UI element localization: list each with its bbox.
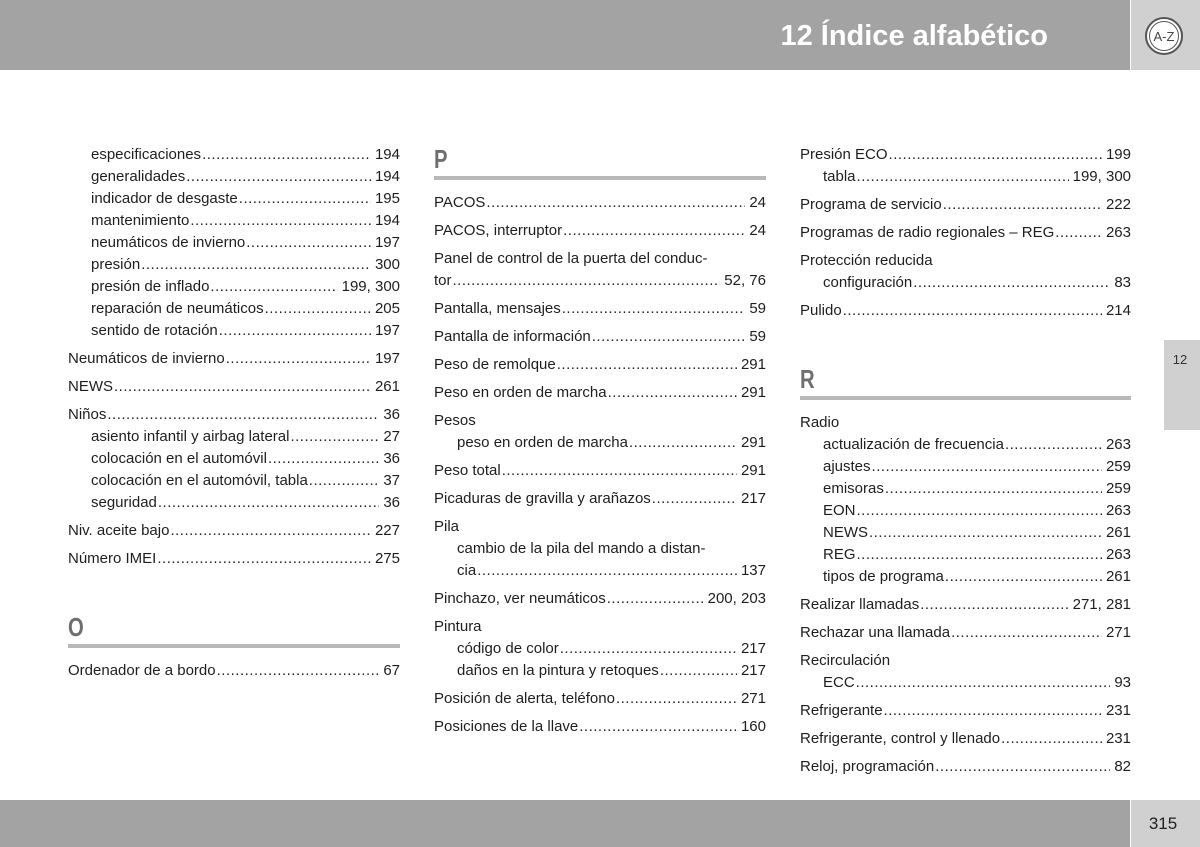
index-entry: EON ..... 263: [800, 500, 1131, 522]
entry-group: [434, 248, 766, 292]
index-entry: Pesos: [434, 412, 476, 429]
entry-group: [800, 756, 1131, 778]
chapter-side-tab: [1164, 340, 1200, 430]
entry-group: [434, 192, 766, 214]
index-entry: Pinchazo, ver neumáticos ..... 200, 203: [434, 588, 766, 610]
index-entry: ECC ..... 93: [800, 672, 1131, 694]
entry-group: [434, 616, 766, 682]
index-entry: Neumáticos de invierno ..... 197: [68, 348, 400, 370]
index-column-1: [68, 144, 400, 688]
footer-bar: [0, 800, 1130, 847]
index-entry: Programa de servicio ..... 222: [800, 194, 1131, 216]
index-entry: especificaciones ..... 194: [68, 144, 400, 166]
entry-group: [434, 516, 766, 582]
entry-group: [800, 144, 1131, 188]
index-entry: configuración ..... 83: [800, 272, 1131, 294]
letter-section-p: [434, 144, 766, 180]
index-entry: Posiciones de la llave ..... 160: [434, 716, 766, 738]
entry-group: [800, 194, 1131, 216]
index-entry: Recirculación: [800, 652, 891, 669]
index-entry: sentido de rotación ..... 197: [68, 320, 400, 342]
index-entry: Picaduras de gravilla y arañazos ..... 217: [434, 488, 766, 510]
entry-group: [434, 220, 766, 242]
entry-group: [68, 376, 400, 398]
entry-group: [434, 410, 766, 454]
entry-group: [434, 688, 766, 710]
entry-group: [434, 460, 766, 482]
section-spacer: [800, 328, 1131, 364]
index-entry: tabla ..... 199, 300: [800, 166, 1131, 188]
entry-group: [800, 622, 1131, 644]
letter-section-r: [800, 364, 1131, 400]
index-entry: PACOS, interruptor ..... 24: [434, 220, 766, 242]
index-column-2: [434, 144, 766, 744]
entry-group: [800, 594, 1131, 616]
index-entry: Radio: [800, 414, 840, 431]
index-entry: Pila: [434, 518, 460, 535]
chapter-header-bar: [0, 0, 1130, 70]
index-entry: tor ..... 52, 76: [434, 270, 766, 292]
entry-group: [800, 222, 1131, 244]
index-entry: Refrigerante, control y llenado ..... 231: [800, 728, 1131, 750]
index-entry: Pantalla, mensajes ..... 59: [434, 298, 766, 320]
index-entry: tipos de programa ..... 261: [800, 566, 1131, 588]
entry-group: [68, 548, 400, 570]
entry-group: [800, 650, 1131, 694]
index-entry: Realizar llamadas ..... 271, 281: [800, 594, 1131, 616]
index-entry: Protección reducida: [800, 252, 933, 269]
index-entry: código de color ..... 217: [434, 638, 766, 660]
index-entry: daños en la pintura y retoques ..... 217: [434, 660, 766, 682]
index-entry: REG ..... 263: [800, 544, 1131, 566]
index-entry: generalidades ..... 194: [68, 166, 400, 188]
letter-section-o: [68, 612, 400, 648]
index-entry: Niv. aceite bajo ..... 227: [68, 520, 400, 542]
side-tab-label: 12: [1172, 352, 1188, 367]
index-entry: Peso total ..... 291: [434, 460, 766, 482]
entry-group-radio: [800, 412, 1131, 588]
index-entry: mantenimiento ..... 194: [68, 210, 400, 232]
index-entry: cia ..... 137: [434, 560, 766, 582]
entry-group: [434, 488, 766, 510]
entry-group: [68, 348, 400, 370]
index-entry: Pantalla de información ..... 59: [434, 326, 766, 348]
index-entry: asiento infantil y airbag lateral ..... 27: [68, 426, 400, 448]
az-index-icon: [1144, 16, 1184, 56]
index-entry: NEWS ..... 261: [800, 522, 1131, 544]
index-entry: colocación en el automóvil ..... 36: [68, 448, 400, 470]
index-entry: presión ..... 300: [68, 254, 400, 276]
index-entry: emisoras ..... 259: [800, 478, 1131, 500]
entry-group: [68, 660, 400, 682]
index-entry: cambio de la pila del mando a distan-: [457, 540, 706, 557]
entry-group: [434, 298, 766, 320]
index-entry: NEWS ..... 261: [68, 376, 400, 398]
index-entry: Ordenador de a bordo ..... 67: [68, 660, 400, 682]
index-entry: Pulido ..... 214: [800, 300, 1131, 322]
index-entry: peso en orden de marcha ..... 291: [434, 432, 766, 454]
index-column-3: [800, 144, 1131, 784]
section-spacer: [68, 576, 400, 612]
entry-group: [434, 382, 766, 404]
index-entry: Posición de alerta, teléfono ..... 271: [434, 688, 766, 710]
index-entry: Presión ECO ..... 199: [800, 144, 1131, 166]
index-entry: Número IMEI ..... 275: [68, 548, 400, 570]
index-entry: neumáticos de invierno ..... 197: [68, 232, 400, 254]
index-entry: reparación de neumáticos ..... 205: [68, 298, 400, 320]
index-entry: actualización de frecuencia ..... 263: [800, 434, 1131, 456]
page-number: 315: [1148, 814, 1178, 833]
index-entry: Rechazar una llamada ..... 271: [800, 622, 1131, 644]
index-entry: Peso de remolque ..... 291: [434, 354, 766, 376]
entry-group: [434, 326, 766, 348]
index-entry: Panel de control de la puerta del conduc-: [434, 250, 708, 267]
index-entry: colocación en el automóvil, tabla ..... 37: [68, 470, 400, 492]
entry-group: [800, 728, 1131, 750]
index-entry: Programas de radio regionales – REG ..... 263: [800, 222, 1131, 244]
index-entry: PACOS ..... 24: [434, 192, 766, 214]
entry-group: [800, 250, 1131, 294]
entry-group-neumaticos-sub: [68, 144, 400, 342]
index-entry: Refrigerante ..... 231: [800, 700, 1131, 722]
index-entry: ajustes ..... 259: [800, 456, 1131, 478]
index-entry: Peso en orden de marcha ..... 291: [434, 382, 766, 404]
entry-group: [434, 588, 766, 610]
entry-group: [434, 716, 766, 738]
index-entry: seguridad ..... 36: [68, 492, 400, 514]
az-icon-label: A-Z: [1153, 29, 1175, 44]
index-entry: Niños ..... 36: [68, 404, 400, 426]
entry-group: [800, 300, 1131, 322]
index-entry: Pintura: [434, 618, 482, 635]
index-entry: indicador de desgaste ..... 195: [68, 188, 400, 210]
page-number-box: [1131, 800, 1200, 847]
letter-heading-r: R: [800, 364, 815, 394]
chapter-title: 12 Índice alfabético: [780, 20, 1048, 52]
entry-group-ninos: [68, 404, 400, 514]
letter-heading-o: O: [68, 612, 84, 642]
letter-heading-p: P: [434, 144, 448, 174]
entry-group: [800, 700, 1131, 722]
index-entry: presión de inflado ..... 199, 300: [68, 276, 400, 298]
entry-group: [434, 354, 766, 376]
entry-group: [68, 520, 400, 542]
index-entry: Reloj, programación ..... 82: [800, 756, 1131, 778]
